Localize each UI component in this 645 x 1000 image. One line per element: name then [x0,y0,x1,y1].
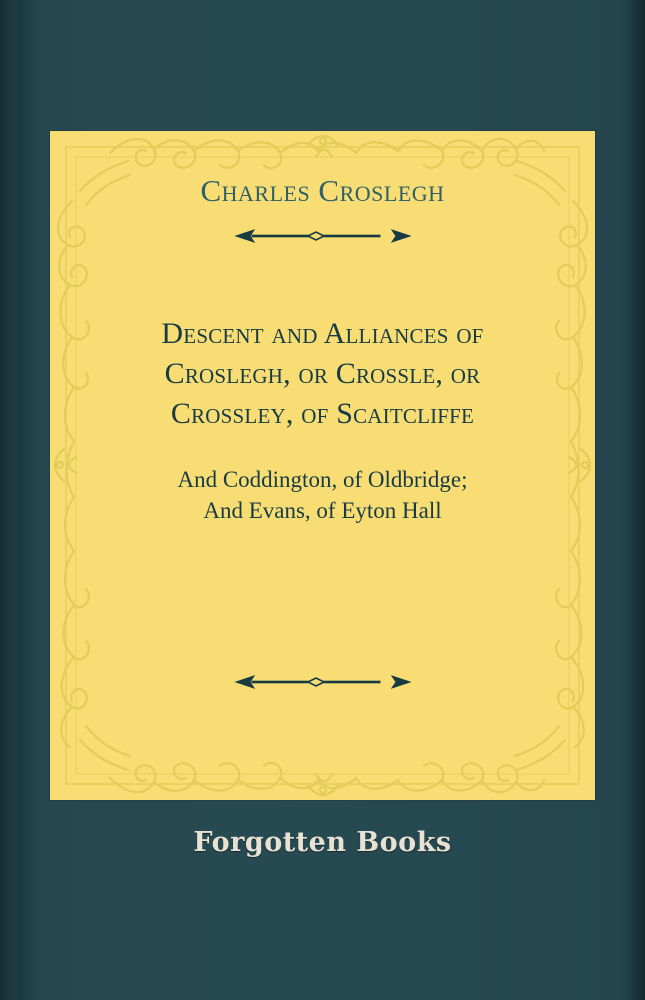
arrow-diamond-divider-icon [228,225,418,247]
title-line-3: Crossley, of Scaitcliffe [170,396,475,430]
book-subtitle [112,464,533,526]
subtitle-line-2: And Evans, of Eyton Hall [203,497,442,523]
publisher-logo: Forgotten Books [193,827,452,858]
title-panel [50,131,595,800]
subtitle-line-1: And Coddington, of Oldbridge; [177,466,468,492]
author-name: Charles Croslegh [200,173,445,208]
title-line-2: Croslegh, or Crossle, or [164,356,481,390]
book-title [102,314,543,434]
title-line-1: Descent and Alliances of [161,317,484,350]
panel-content [94,165,551,526]
arrow-diamond-divider-lower-icon [228,671,418,693]
